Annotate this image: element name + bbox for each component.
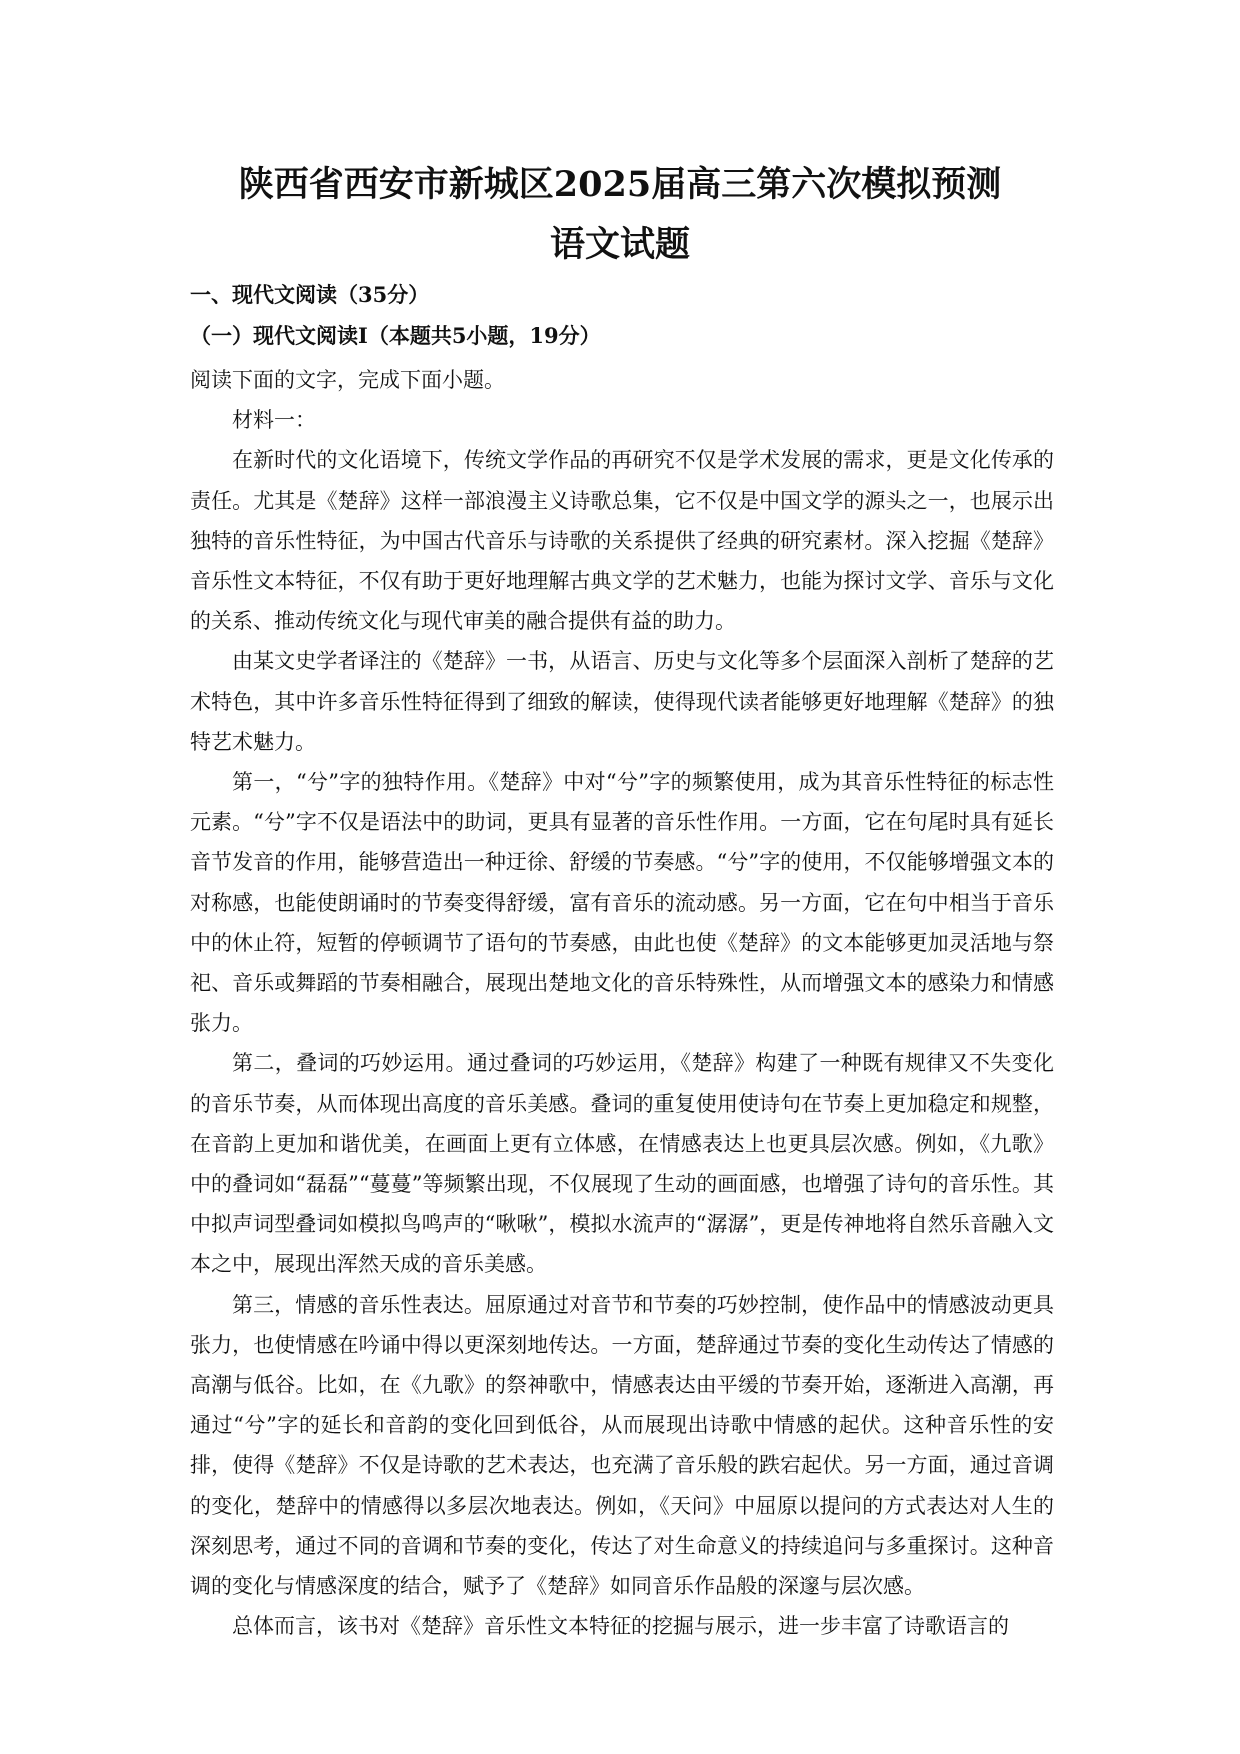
exam-title: 陕西省西安市新城区2025届高三第六次模拟预测 [238,164,1002,205]
paragraph-5: 第三，情感的音乐性表达。屈原通过对音节和节奏的巧妙控制，使作品中的情感波动更具张力，也使情感在吟诵中得以更深刻地传达。一方面，楚辞通过节奏的变化生动传达了情感的高潮与低谷。比如，在《九歌》的祭神歌中，情感表达由平缓的节奏开始，逐渐进入高潮，再通过“兮”字的延长和音韵的变化回到低谷，从而展现出诗歌中情感的起伏。这种音乐性的安排，使得《楚辞》不仅是诗歌的艺术表达，也充满了音乐般的跌宕起伏。另一方面，通过音调的变化，楚辞中的情感得以多层次地表达。例如，《天问》中屈原以提问的方式表达对人生的深刻思考，通过不同的音调和节奏的变化，传达了对生命意义的持续追问与多重探讨。这种音调的变化与情感深度的结合，赋予了《楚辞》如同音乐作品般的深邃与层次感。 [190,1292,1054,1599]
paragraph-3: 第一，“兮”字的独特作用。《楚辞》中对“兮”字的频繁使用，成为其音乐性特征的标志性元素。“兮”字不仅是语法中的助词，更具有显著的音乐性作用。一方面，它在句尾时具有延长音节发音的作用，能够营造出一种迂徐、舒缓的节奏感。“兮”字的使用，不仅能够增强文本的对称感，也能使朗诵时的节奏变得舒缓，富有音乐的流动感。另一方面，它在句中相当于音乐中的休止符，短暂的停顿调节了语句的节奏感，由此也使《楚辞》的文本能够更加灵活地与祭祀、音乐或舞蹈的节奏相融合，展现出楚地文化的音乐特殊性，从而增强文本的感染力和情感张力。 [190,770,1054,1036]
reading-passage [190,360,1054,1647]
instruction-text: 阅读下面的文字，完成下面小题。 [190,368,505,392]
paragraph-1: 在新时代的文化语境下，传统文学作品的再研究不仅是学术发展的需求，更是文化传承的责任。尤其是《楚辞》这样一部浪漫主义诗歌总集，它不仅是中国文学的源头之一，也展示出独特的音乐性特征，为中国古代音乐与诗歌的关系提供了经典的研究素材。深入挖掘《楚辞》音乐性文本特征，不仅有助于更好地理解古典文学的艺术魅力，也能为探讨文学、音乐与文化的关系、推动传统文化与现代审美的融合提供有益的助力。 [190,448,1054,634]
section-heading-reading-1: （一）现代文阅读I（本题共5小题，19分） [190,323,601,348]
paragraph-2: 由某文史学者译注的《楚辞》一书，从语言、历史与文化等多个层面深入剖析了楚辞的艺术特色，其中许多音乐性特征得到了细致的解读，使得现代读者能够更好地理解《楚辞》的独特艺术魅力。 [190,649,1054,754]
paragraph-6: 总体而言，该书对《楚辞》音乐性文本特征的挖掘与展示，进一步丰富了诗歌语言的 [232,1614,1009,1639]
paragraph-4: 第二，叠词的巧妙运用。通过叠词的巧妙运用，《楚辞》构建了一种既有规律又不失变化的音乐节奏，从而体现出高度的音乐美感。叠词的重复使用使诗句在节奏上更加稳定和规整，在音韵上更加和谐优美，在画面上更有立体感，在情感表达上也更具层次感。例如，《九歌》中的叠词如“磊磊”“蔓蔓”等频繁出现，不仅展现了生动的画面感，也增强了诗句的音乐性。其中拟声词型叠词如模拟鸟鸣声的“啾啾”，模拟水流声的“潺潺”，更是传神地将自然乐音融入文本之中，展现出浑然天成的音乐美感。 [190,1051,1054,1277]
section-heading-part1: 一、现代文阅读（35分） [190,282,430,307]
exam-subtitle: 语文试题 [549,224,690,265]
material-label: 材料一： [232,408,316,433]
